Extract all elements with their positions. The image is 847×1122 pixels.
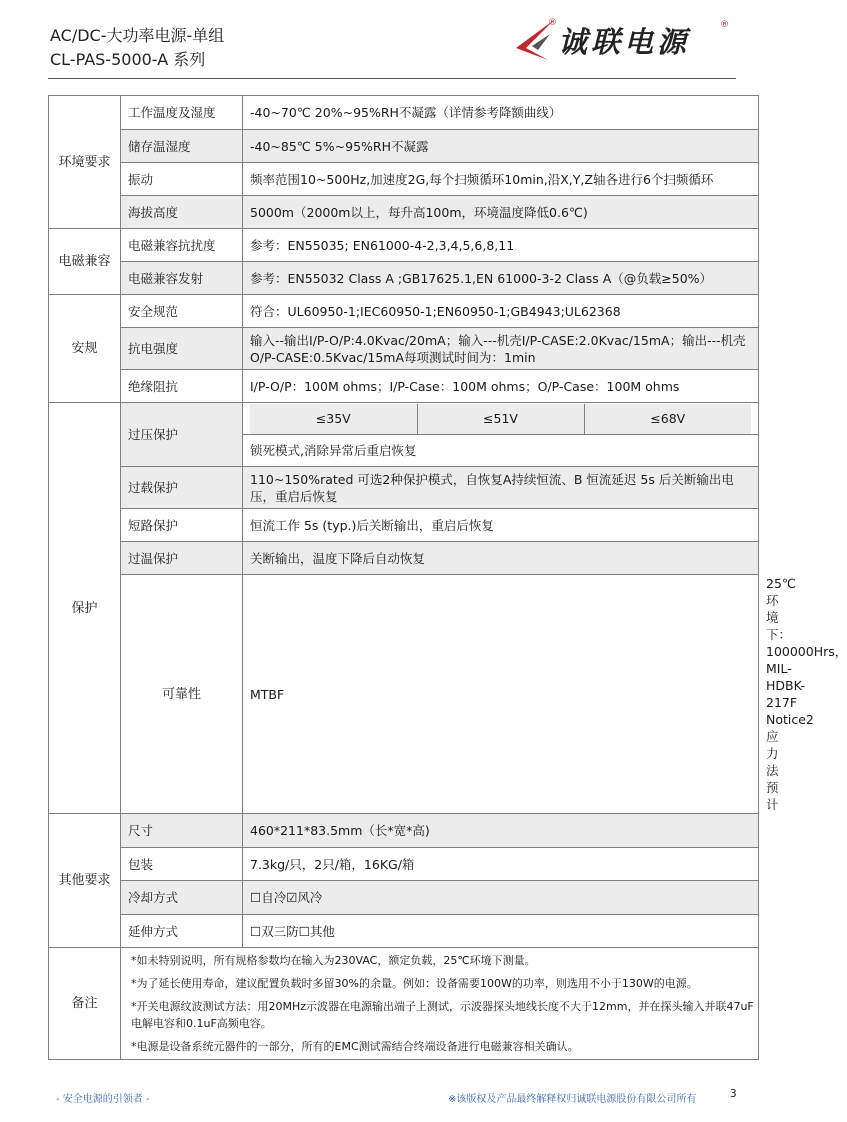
table-row — [49, 130, 759, 163]
section-reliability: 可靠性 — [121, 575, 243, 814]
registered-mark: ® — [548, 18, 557, 28]
section-emc: 电磁兼容 — [49, 229, 121, 295]
item-value: 频率范围10~500Hz,加速度2G,每个扫频循环10min,沿X,Y,Z轴各进行6个扫频循环 — [243, 163, 759, 196]
table-row — [49, 370, 759, 403]
notes-cell — [121, 948, 759, 1060]
item-label: 工作温度及湿度 — [121, 96, 243, 130]
table-row — [49, 848, 759, 881]
item-label: 电磁兼容抗扰度 — [121, 229, 243, 262]
table-row — [49, 262, 759, 295]
note-line: *电源是设备系统元器件的一部分，所有的EMC测试需结合终端设备进行电磁兼容相关确认。 — [131, 1040, 579, 1053]
table-row — [49, 403, 759, 435]
section-env: 环境要求 — [49, 96, 121, 229]
item-value: -40~85℃ 5%~95%RH不凝露 — [243, 130, 759, 163]
table-row — [49, 542, 759, 575]
item-value: 符合：UL60950-1;IEC60950-1;EN60950-1;GB4943;UL62368 — [243, 295, 759, 328]
note-line: *为了延长使用寿命，建议配置负载时多留30%的余量。例如：设备需要100W的功率，则选用不小于130W的电源。 — [131, 977, 698, 990]
header-divider — [48, 78, 736, 79]
item-label: 抗电强度 — [121, 328, 243, 370]
title-line-2: CL-PAS-5000-A 系列 — [50, 50, 206, 69]
ovp-level: ≤68V — [584, 404, 751, 434]
item-label: 储存温湿度 — [121, 130, 243, 163]
ovp-level-table — [250, 404, 751, 434]
footer-slogan: - 安全电源的引领者 - — [56, 1094, 150, 1105]
item-value: 5000m（2000m以上，每升高100m，环境温度降低0.6℃) — [243, 196, 759, 229]
ovp-levels — [243, 403, 759, 435]
item-value: I/P-O/P：100M ohms；I/P-Case：100M ohms；O/P-Case：100M ohms — [243, 370, 759, 403]
table-row — [49, 163, 759, 196]
item-label: 延伸方式 — [121, 915, 243, 948]
item-label: 过温保护 — [121, 542, 243, 575]
item-label: 安全规范 — [121, 295, 243, 328]
footer-copyright: ※该版权及产品最终解释权归诚联电源股份有限公司所有 — [448, 1094, 697, 1105]
item-label: 短路保护 — [121, 509, 243, 542]
logo-text: 诚联电源 — [558, 25, 691, 59]
section-notes: 备注 — [49, 948, 121, 1060]
section-other: 其他要求 — [49, 814, 121, 948]
item-value: 恒流工作 5s (typ.)后关断输出，重启后恢复 — [243, 509, 759, 542]
item-value: ☐自冷☑风冷 — [243, 881, 759, 915]
item-label: 过载保护 — [121, 467, 243, 509]
spec-table — [48, 95, 847, 1060]
table-row — [49, 881, 759, 915]
item-label: MTBF — [243, 575, 759, 814]
table-row — [49, 814, 759, 848]
item-value: 锁死模式,消除异常后重启恢复 — [243, 435, 759, 467]
item-value: 参考：EN55032 Class A ;GB17625.1,EN 61000-3-2 Class A（@负载≥50%） — [243, 262, 759, 295]
item-label: 海拔高度 — [121, 196, 243, 229]
note-line: *开关电源纹波测试方法：用20MHz示波器在电源输出端子上测试，示波器探头地线长度不大于12mm，并在探头输入并联47uF电解电容和0.1uF高频电容。 — [131, 1000, 754, 1030]
item-label: 电磁兼容发射 — [121, 262, 243, 295]
item-value: 参考：EN55035; EN61000-4-2,3,4,5,6,8,11 — [243, 229, 759, 262]
table-row — [49, 96, 759, 130]
table-row — [49, 915, 759, 948]
item-value: 460*211*83.5mm（长*宽*高) — [243, 814, 759, 848]
table-row — [49, 948, 759, 1060]
item-value: 输入--输出I/P-O/P:4.0Kvac/20mA；输入---机壳I/P-CASE:2.0Kvac/15mA；输出---机壳O/P-CASE:0.5Kvac/15mA每项测试时间为：1min — [243, 328, 759, 370]
page-number: 3 — [730, 1088, 737, 1100]
table-row — [49, 328, 759, 370]
document-title — [50, 24, 224, 72]
item-label: 包装 — [121, 848, 243, 881]
section-protection: 保护 — [49, 403, 121, 814]
item-value: ☐双三防☐其他 — [243, 915, 759, 948]
table-row — [49, 229, 759, 262]
item-label: 过压保护 — [121, 403, 243, 467]
item-label: 振动 — [121, 163, 243, 196]
item-value: 7.3kg/只，2只/箱，16KG/箱 — [243, 848, 759, 881]
section-safety: 安规 — [49, 295, 121, 403]
registered-mark-2: ® — [720, 20, 729, 30]
table-row: 可靠性 MTBF 25℃环境下：100000Hrs，MIL-HDBK-217F Notice2应力法预计 — [49, 575, 759, 814]
item-value: 110~150%rated 可选2种保护模式，自恢复A持续恒流、B 恒流延迟 5s 后关断输出电压，重启后恢复 — [243, 467, 759, 509]
note-line: *如未特别说明，所有规格参数均在输入为230VAC，额定负载，25℃环境下测量。 — [131, 954, 536, 967]
company-logo — [510, 14, 740, 66]
item-label: 绝缘阻抗 — [121, 370, 243, 403]
table-row — [49, 295, 759, 328]
table-row — [49, 467, 759, 509]
item-value: -40~70℃ 20%~95%RH不凝露（详情参考降额曲线） — [243, 96, 759, 130]
table-row — [49, 196, 759, 229]
ovp-level: ≤35V — [250, 404, 417, 434]
title-line-1: AC/DC-大功率电源-单组 — [50, 26, 225, 45]
item-label: 尺寸 — [121, 814, 243, 848]
item-label: 冷却方式 — [121, 881, 243, 915]
table-row — [49, 509, 759, 542]
item-value: 关断输出，温度下降后自动恢复 — [243, 542, 759, 575]
ovp-level: ≤51V — [417, 404, 584, 434]
